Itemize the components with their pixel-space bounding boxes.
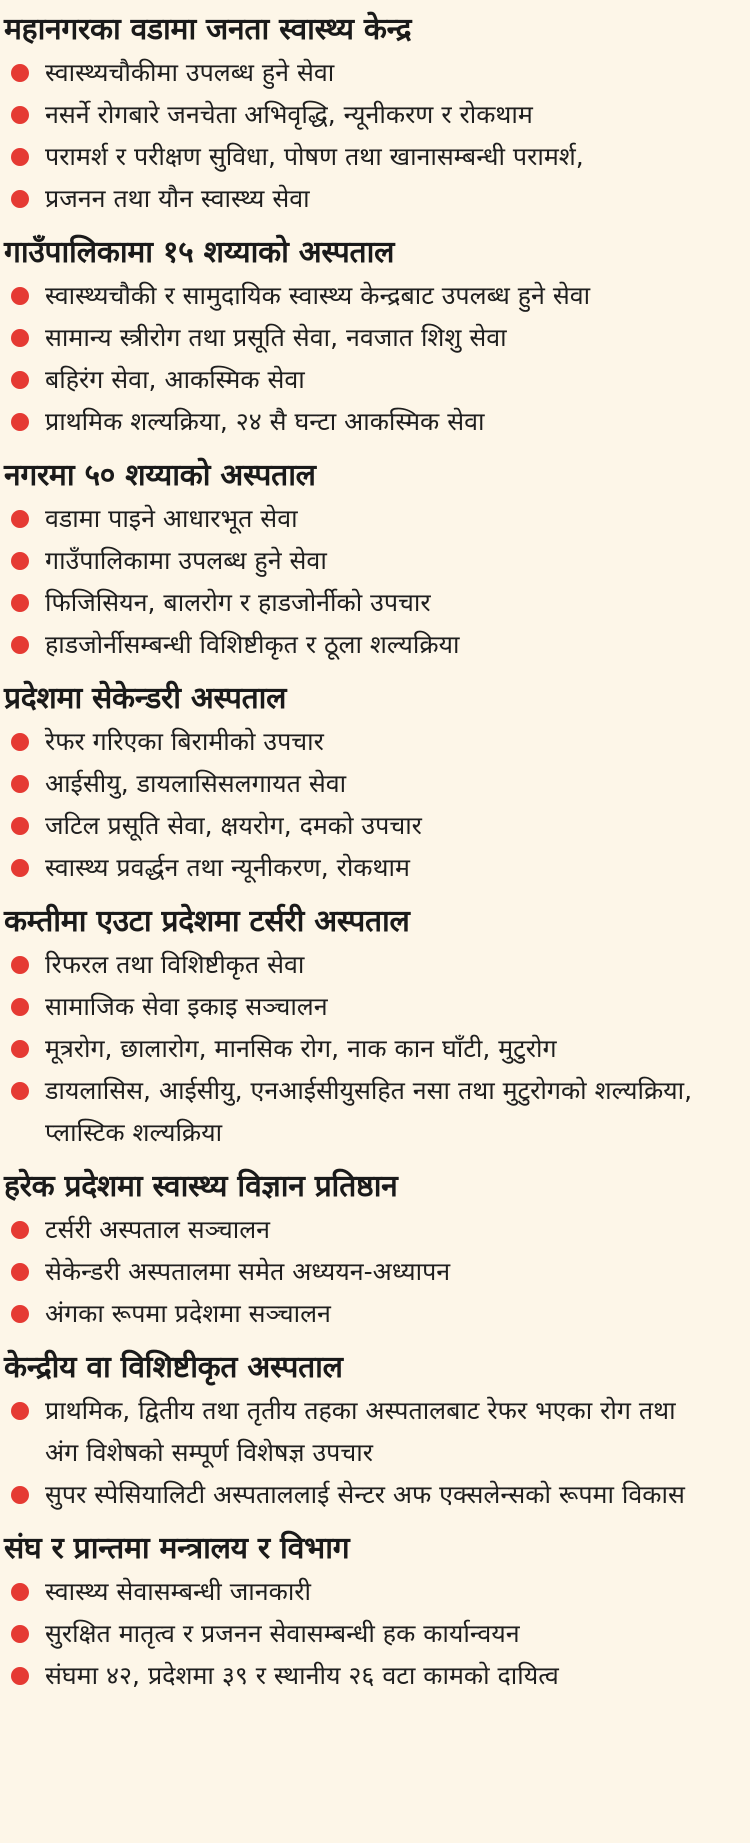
list-item	[4, 1613, 744, 1655]
service-list	[4, 52, 744, 220]
red-dot-bullet-icon	[11, 552, 29, 570]
red-dot-bullet-icon	[11, 956, 29, 974]
list-item-text: डायलासिस, आईसीयु, एनआईसीयुसहित नसा तथा मुटुरोगको शल्यक्रिया, प्लास्टिक शल्यक्रिया	[45, 1076, 693, 1147]
list-item-text: रिफरल तथा विशिष्टीकृत सेवा	[45, 950, 305, 979]
list-item	[4, 1209, 744, 1251]
list-item-text: संघमा ४२, प्रदेशमा ३९ र स्थानीय २६ वटा कामको दायित्व	[45, 1661, 559, 1690]
section-title: केन्द्रीय वा विशिष्टीकृत अस्पताल	[4, 1350, 343, 1385]
list-item-text: मूत्ररोग, छालारोग, मानसिक रोग, नाक कान घाँटी, मुटुरोग	[45, 1034, 557, 1063]
section-rural-15-bed-hospital	[4, 233, 744, 443]
list-item-text: गाउँपालिकामा उपलब्ध हुने सेवा	[45, 546, 327, 575]
section-ward-health-center	[4, 10, 744, 220]
list-item-text: सामाजिक सेवा इकाइ सञ्चालन	[45, 992, 328, 1021]
red-dot-bullet-icon	[11, 594, 29, 612]
red-dot-bullet-icon	[11, 1667, 29, 1685]
red-dot-bullet-icon	[11, 413, 29, 431]
section-title: महानगरका वडामा जनता स्वास्थ्य केन्द्र	[4, 12, 412, 47]
list-item	[4, 805, 744, 847]
section-city-50-bed-hospital	[4, 456, 744, 666]
list-item	[4, 763, 744, 805]
service-list	[4, 721, 744, 889]
list-item-text: आईसीयु, डायलासिसलगायत सेवा	[45, 769, 347, 798]
list-item	[4, 1028, 744, 1070]
list-item-text: प्राथमिक शल्यक्रिया, २४ सै घन्टा आकस्मिक सेवा	[45, 407, 485, 436]
list-item	[4, 94, 744, 136]
list-item-text: सेकेन्डरी अस्पतालमा समेत अध्ययन-अध्यापन	[45, 1257, 451, 1286]
list-item-text: स्वास्थ्यचौकी र सामुदायिक स्वास्थ्य केन्द्रबाट उपलब्ध हुने सेवा	[45, 281, 591, 310]
red-dot-bullet-icon	[11, 1625, 29, 1643]
list-item	[4, 52, 744, 94]
list-item	[4, 540, 744, 582]
service-list	[4, 1209, 744, 1335]
section-title: हरेक प्रदेशमा स्वास्थ्य विज्ञान प्रतिष्ठान	[4, 1169, 398, 1204]
service-list	[4, 275, 744, 443]
red-dot-bullet-icon	[11, 106, 29, 124]
red-dot-bullet-icon	[11, 371, 29, 389]
list-item	[4, 721, 744, 763]
list-item-text: प्रजनन तथा यौन स्वास्थ्य सेवा	[45, 184, 310, 213]
list-item	[4, 1251, 744, 1293]
red-dot-bullet-icon	[11, 636, 29, 654]
list-item-text: सुरक्षित मातृत्व र प्रजनन सेवासम्बन्धी हक कार्यान्वयन	[45, 1619, 520, 1648]
section-province-secondary-hospital	[4, 679, 744, 889]
list-item	[4, 317, 744, 359]
red-dot-bullet-icon	[11, 287, 29, 305]
list-item	[4, 1655, 744, 1697]
section-central-specialized-hospital	[4, 1348, 744, 1516]
list-item	[4, 1571, 744, 1613]
list-item-text: स्वास्थ्य सेवासम्बन्धी जानकारी	[45, 1577, 311, 1606]
list-item-text: सामान्य स्त्रीरोग तथा प्रसूति सेवा, नवजात शिशु सेवा	[45, 323, 507, 352]
red-dot-bullet-icon	[11, 1305, 29, 1323]
list-item-text: परामर्श र परीक्षण सुविधा, पोषण तथा खानासम्बन्धी परामर्श,	[45, 142, 584, 171]
list-item	[4, 178, 744, 220]
red-dot-bullet-icon	[11, 510, 29, 528]
red-dot-bullet-icon	[11, 1082, 29, 1100]
list-item-text: रेफर गरिएका बिरामीको उपचार	[45, 727, 324, 756]
list-item-text: स्वास्थ्य प्रवर्द्धन तथा न्यूनीकरण, रोकथाम	[45, 853, 410, 882]
service-list	[4, 1571, 744, 1697]
list-item	[4, 1070, 744, 1154]
red-dot-bullet-icon	[11, 775, 29, 793]
red-dot-bullet-icon	[11, 1221, 29, 1239]
red-dot-bullet-icon	[11, 859, 29, 877]
list-item-text: स्वास्थ्यचौकीमा उपलब्ध हुने सेवा	[45, 58, 335, 87]
section-title: कम्तीमा एउटा प्रदेशमा टर्सरी अस्पताल	[4, 904, 410, 939]
red-dot-bullet-icon	[11, 148, 29, 166]
list-item-text: सुपर स्पेसियालिटी अस्पताललाई सेन्टर अफ एक्सलेन्सको रूपमा विकास	[45, 1480, 685, 1509]
list-item-text: प्राथमिक, द्वितीय तथा तृतीय तहका अस्पतालबाट रेफर भएका रोग तथा अंग विशेषको सम्पूर्ण विशेषज्ञ उपचार	[45, 1396, 676, 1467]
red-dot-bullet-icon	[11, 1583, 29, 1601]
list-item	[4, 401, 744, 443]
service-list	[4, 944, 744, 1154]
service-list	[4, 498, 744, 666]
list-item	[4, 582, 744, 624]
list-item	[4, 359, 744, 401]
red-dot-bullet-icon	[11, 190, 29, 208]
red-dot-bullet-icon	[11, 733, 29, 751]
list-item	[4, 986, 744, 1028]
red-dot-bullet-icon	[11, 1040, 29, 1058]
list-item-text: नसर्ने रोगबारे जनचेता अभिवृद्धि, न्यूनीकरण र रोकथाम	[45, 100, 533, 129]
section-ministry-and-department	[4, 1529, 744, 1697]
list-item-text: बहिरंग सेवा, आकस्मिक सेवा	[45, 365, 305, 394]
red-dot-bullet-icon	[11, 998, 29, 1016]
red-dot-bullet-icon	[11, 64, 29, 82]
section-title: गाउँपालिकामा १५ शय्याको अस्पताल	[4, 235, 395, 270]
red-dot-bullet-icon	[11, 1263, 29, 1281]
service-list	[4, 1390, 744, 1516]
section-tertiary-hospital	[4, 902, 744, 1154]
list-item-text: वडामा पाइने आधारभूत सेवा	[45, 504, 298, 533]
red-dot-bullet-icon	[11, 817, 29, 835]
red-dot-bullet-icon	[11, 1486, 29, 1504]
list-item-text: टर्सरी अस्पताल सञ्चालन	[45, 1215, 271, 1244]
section-title: संघ र प्रान्तमा मन्त्रालय र विभाग	[4, 1531, 350, 1566]
list-item-text: जटिल प्रसूति सेवा, क्षयरोग, दमको उपचार	[45, 811, 422, 840]
red-dot-bullet-icon	[11, 329, 29, 347]
section-health-science-academy	[4, 1167, 744, 1335]
list-item	[4, 498, 744, 540]
list-item	[4, 1390, 744, 1474]
section-title: नगरमा ५० शय्याको अस्पताल	[4, 458, 316, 493]
list-item-text: फिजिसियन, बालरोग र हाडजोर्नीको उपचार	[45, 588, 431, 617]
list-item-text: अंगका रूपमा प्रदेशमा सञ्चालन	[45, 1299, 331, 1328]
list-item	[4, 136, 744, 178]
list-item	[4, 944, 744, 986]
section-title: प्रदेशमा सेकेन्डरी अस्पताल	[4, 681, 287, 716]
list-item	[4, 847, 744, 889]
list-item	[4, 624, 744, 666]
red-dot-bullet-icon	[11, 1402, 29, 1420]
list-item	[4, 1474, 744, 1516]
list-item	[4, 275, 744, 317]
list-item-text: हाडजोर्नीसम्बन्धी विशिष्टीकृत र ठूला शल्यक्रिया	[45, 630, 460, 659]
list-item	[4, 1293, 744, 1335]
